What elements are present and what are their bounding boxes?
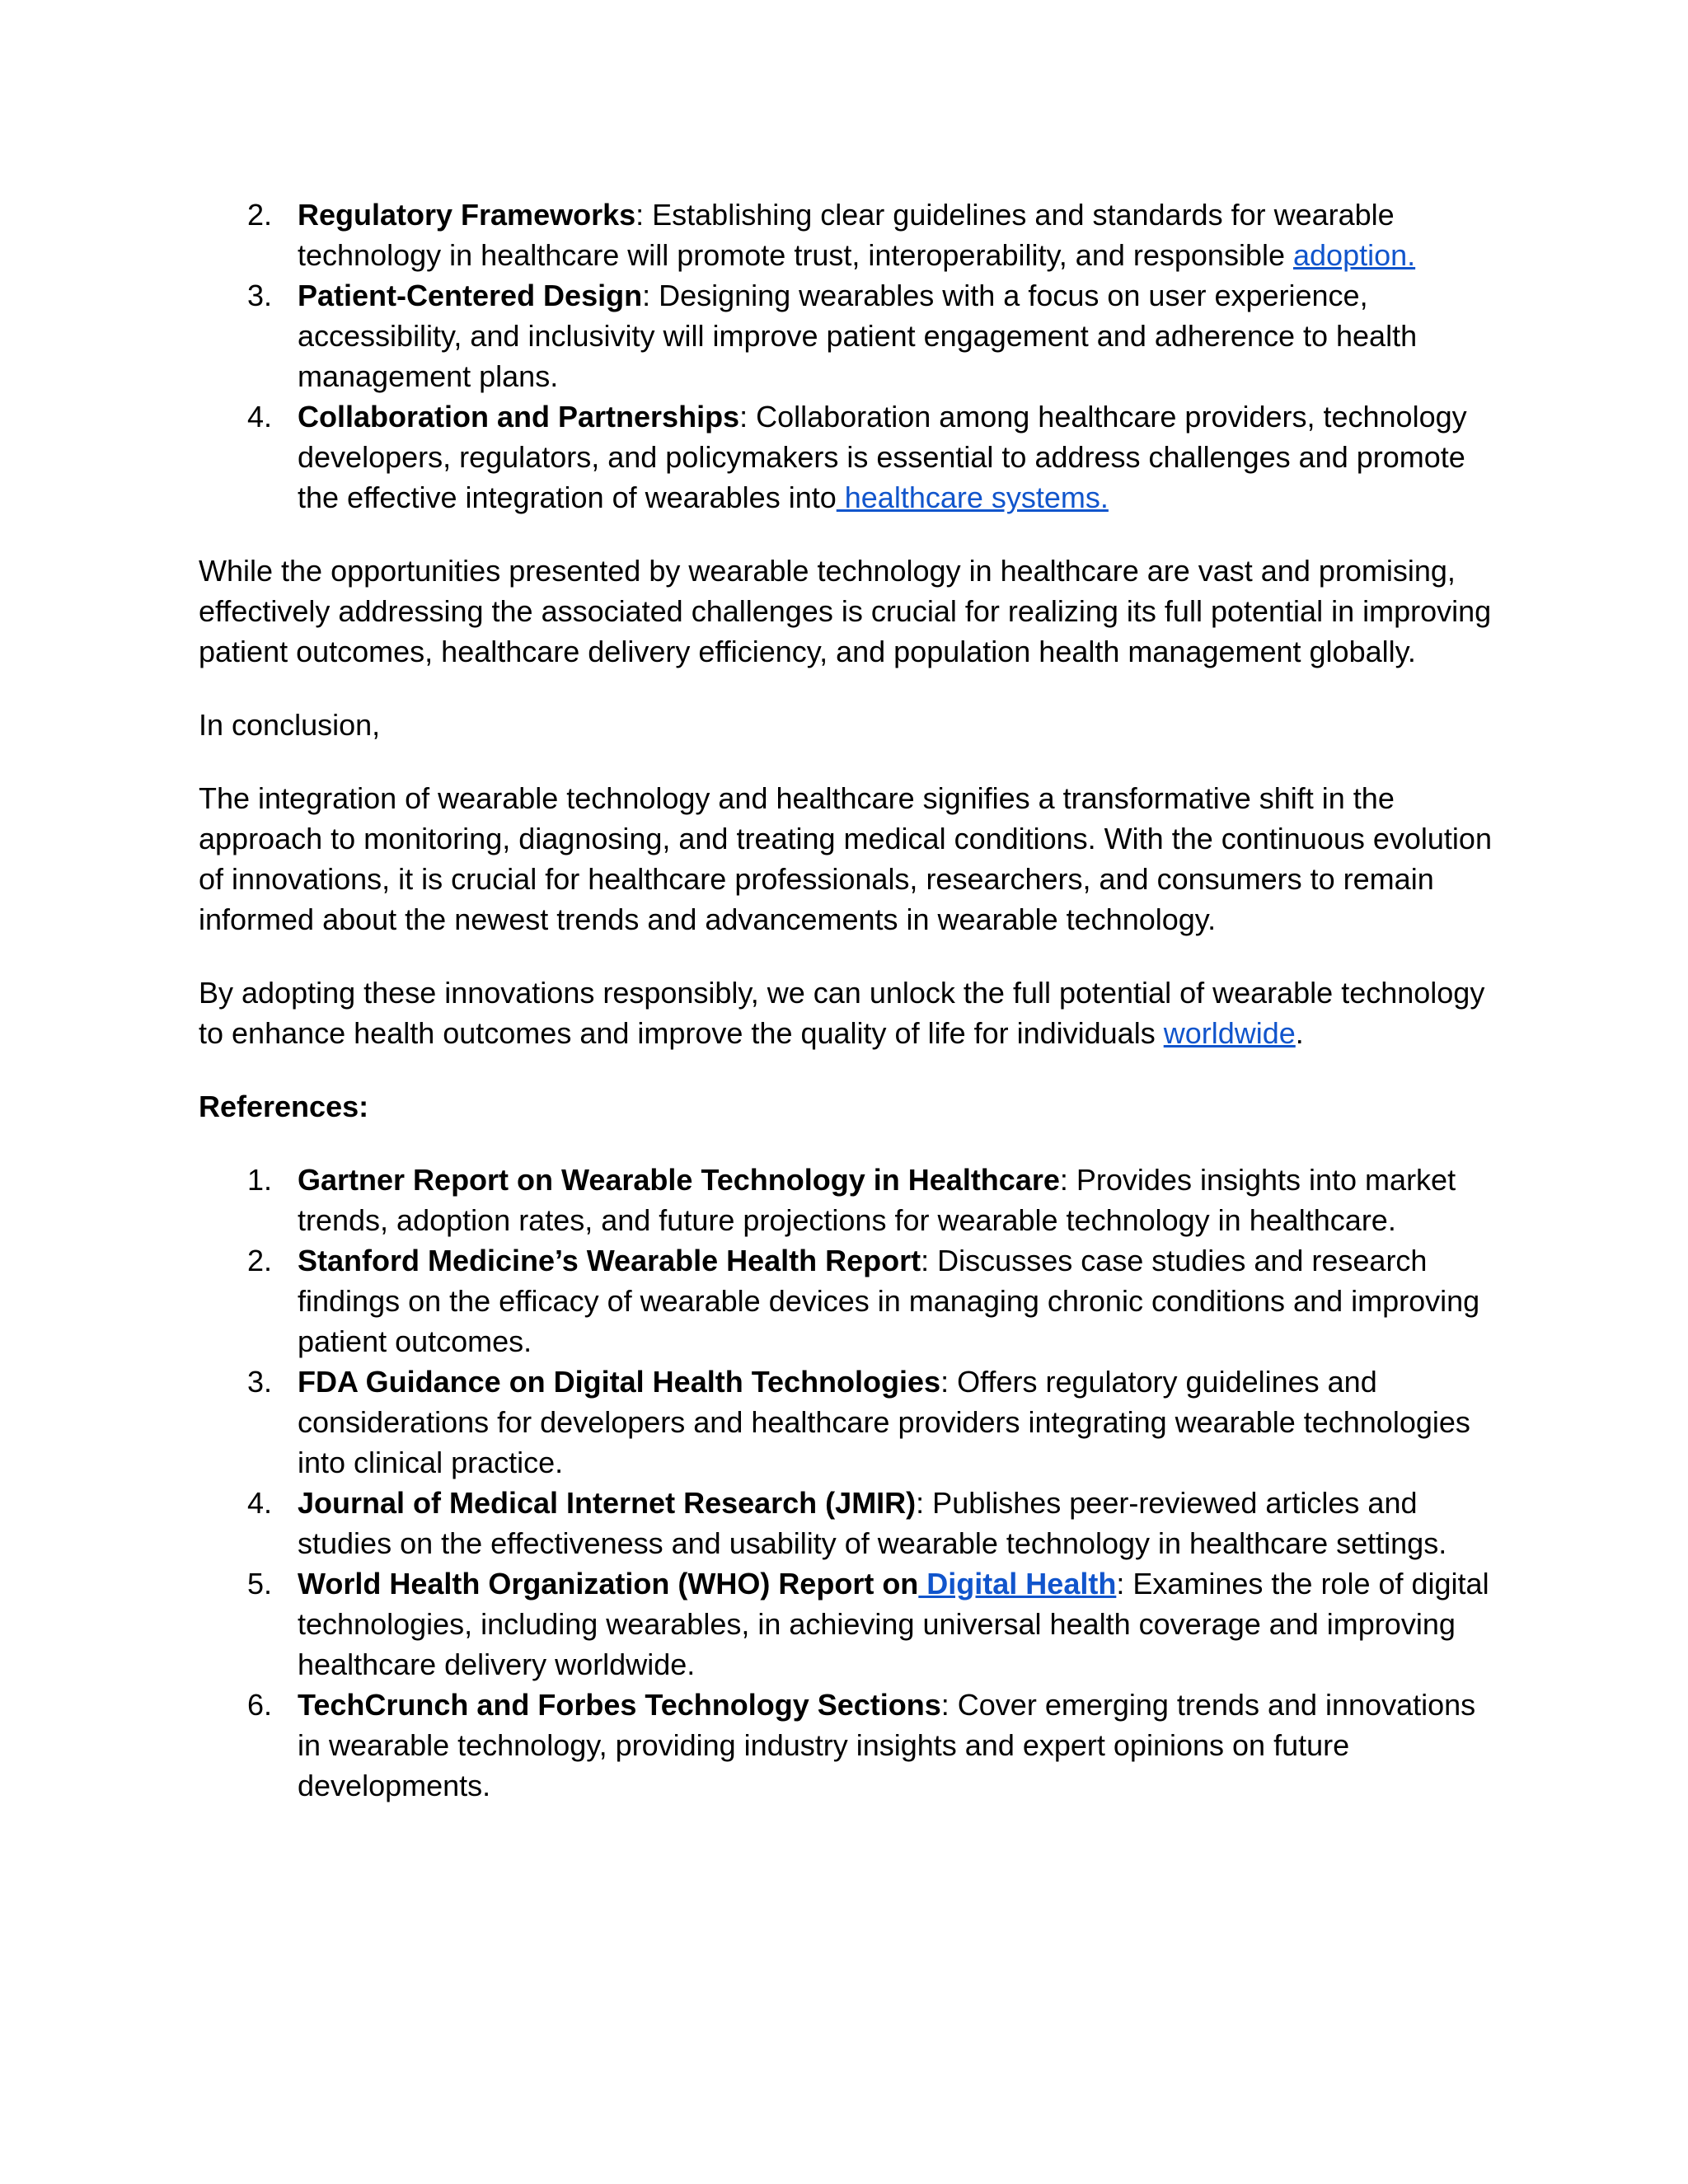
reference-number: 2. bbox=[247, 1244, 273, 1277]
reference-number: 3. bbox=[247, 1365, 273, 1399]
reference-title: TechCrunch and Forbes Technology Sections bbox=[298, 1688, 941, 1722]
list-number: 2. bbox=[247, 198, 273, 232]
list-item bbox=[199, 275, 1501, 396]
references-heading: References: bbox=[199, 1090, 369, 1123]
reference-text: : Provides insights into market trends, adoption rates, and future projections for wearable technology in healthcare. bbox=[298, 1163, 1456, 1237]
references-list bbox=[199, 1160, 1501, 1806]
reference-item bbox=[199, 1685, 1501, 1806]
reference-title: FDA Guidance on Digital Health Technologies bbox=[298, 1365, 941, 1399]
digital-health-link[interactable]: Digital Health bbox=[918, 1567, 1117, 1601]
list-item-title: Collaboration and Partnerships bbox=[298, 400, 740, 434]
recommendations-list bbox=[199, 194, 1501, 518]
adopting-paragraph bbox=[199, 972, 1501, 1053]
document-body bbox=[199, 194, 1501, 1806]
reference-item bbox=[199, 1361, 1501, 1483]
reference-text: : Cover emerging trends and innovations in wearable technology, providing industry insights and expert opinions on future developments. bbox=[298, 1688, 1476, 1802]
reference-number: 5. bbox=[247, 1567, 273, 1601]
reference-title: Journal of Medical Internet Research (JMIR) bbox=[298, 1486, 917, 1520]
in-conclusion-paragraph: In conclusion, bbox=[199, 708, 381, 742]
reference-item bbox=[199, 1160, 1501, 1240]
opportunities-paragraph: While the opportunities presented by wearable technology in healthcare are vast and promising, effectively addressing the associated challenges is crucial for realizing its full potential in improving patient outcomes, healthcare delivery efficiency, and population health management globally. bbox=[199, 554, 1492, 668]
reference-title: World Health Organization (WHO) Report on bbox=[298, 1567, 919, 1601]
reference-title: Gartner Report on Wearable Technology in Healthcare bbox=[298, 1163, 1060, 1197]
reference-number: 6. bbox=[247, 1688, 273, 1722]
reference-item bbox=[199, 1240, 1501, 1361]
reference-text: : Offers regulatory guidelines and considerations for developers and healthcare providers integrating wearable technologies into clinical practice. bbox=[298, 1365, 1470, 1479]
adopting-text: By adopting these innovations responsibly, we can unlock the full potential of wearable technology to enhance health outcomes and improve the quality of life for individuals bbox=[199, 976, 1485, 1050]
list-item bbox=[199, 396, 1501, 518]
list-item-text: : Establishing clear guidelines and standards for wearable technology in healthcare will promote trust, interoperability, and responsible bbox=[298, 198, 1395, 272]
reference-text: : Publishes peer-reviewed articles and studies on the effectiveness and usability of wearable technology in healthcare settings. bbox=[298, 1486, 1447, 1560]
list-item bbox=[199, 194, 1501, 275]
list-item-title: Patient-Centered Design bbox=[298, 279, 643, 312]
adoption-link[interactable]: adoption. bbox=[1293, 238, 1416, 272]
reference-item bbox=[199, 1483, 1501, 1563]
integration-paragraph: The integration of wearable technology and healthcare signifies a transformative shift in the approach to monitoring, diagnosing, and treating medical conditions. With the continuous evolution of innovations, it is crucial for healthcare professionals, researchers, and consumers to remain informed about the newest trends and advancements in wearable technology. bbox=[199, 781, 1492, 936]
list-number: 4. bbox=[247, 400, 273, 434]
list-item-title: Regulatory Frameworks bbox=[298, 198, 636, 232]
reference-text: : Examines the role of digital technologies, including wearables, in achieving universal health coverage and improving healthcare delivery worldwide. bbox=[298, 1567, 1489, 1681]
list-item-text: : Designing wearables with a focus on user experience, accessibility, and inclusivity will improve patient engagement and adherence to health management plans. bbox=[298, 279, 1418, 393]
reference-text: : Discusses case studies and research findings on the efficacy of wearable devices in managing chronic conditions and improving patient outcomes. bbox=[298, 1244, 1480, 1358]
adopting-end: . bbox=[1295, 1016, 1304, 1050]
reference-title: Stanford Medicine’s Wearable Health Report bbox=[298, 1244, 921, 1277]
healthcare-systems-link[interactable]: healthcare systems. bbox=[836, 480, 1109, 514]
reference-number: 4. bbox=[247, 1486, 273, 1520]
reference-item bbox=[199, 1563, 1501, 1685]
worldwide-link[interactable]: worldwide bbox=[1163, 1016, 1296, 1050]
reference-number: 1. bbox=[247, 1163, 273, 1197]
list-number: 3. bbox=[247, 279, 273, 312]
list-item-text: : Collaboration among healthcare providers, technology developers, regulators, and policymakers is essential to address challenges and promote the effective integration of wearables into bbox=[298, 400, 1467, 514]
